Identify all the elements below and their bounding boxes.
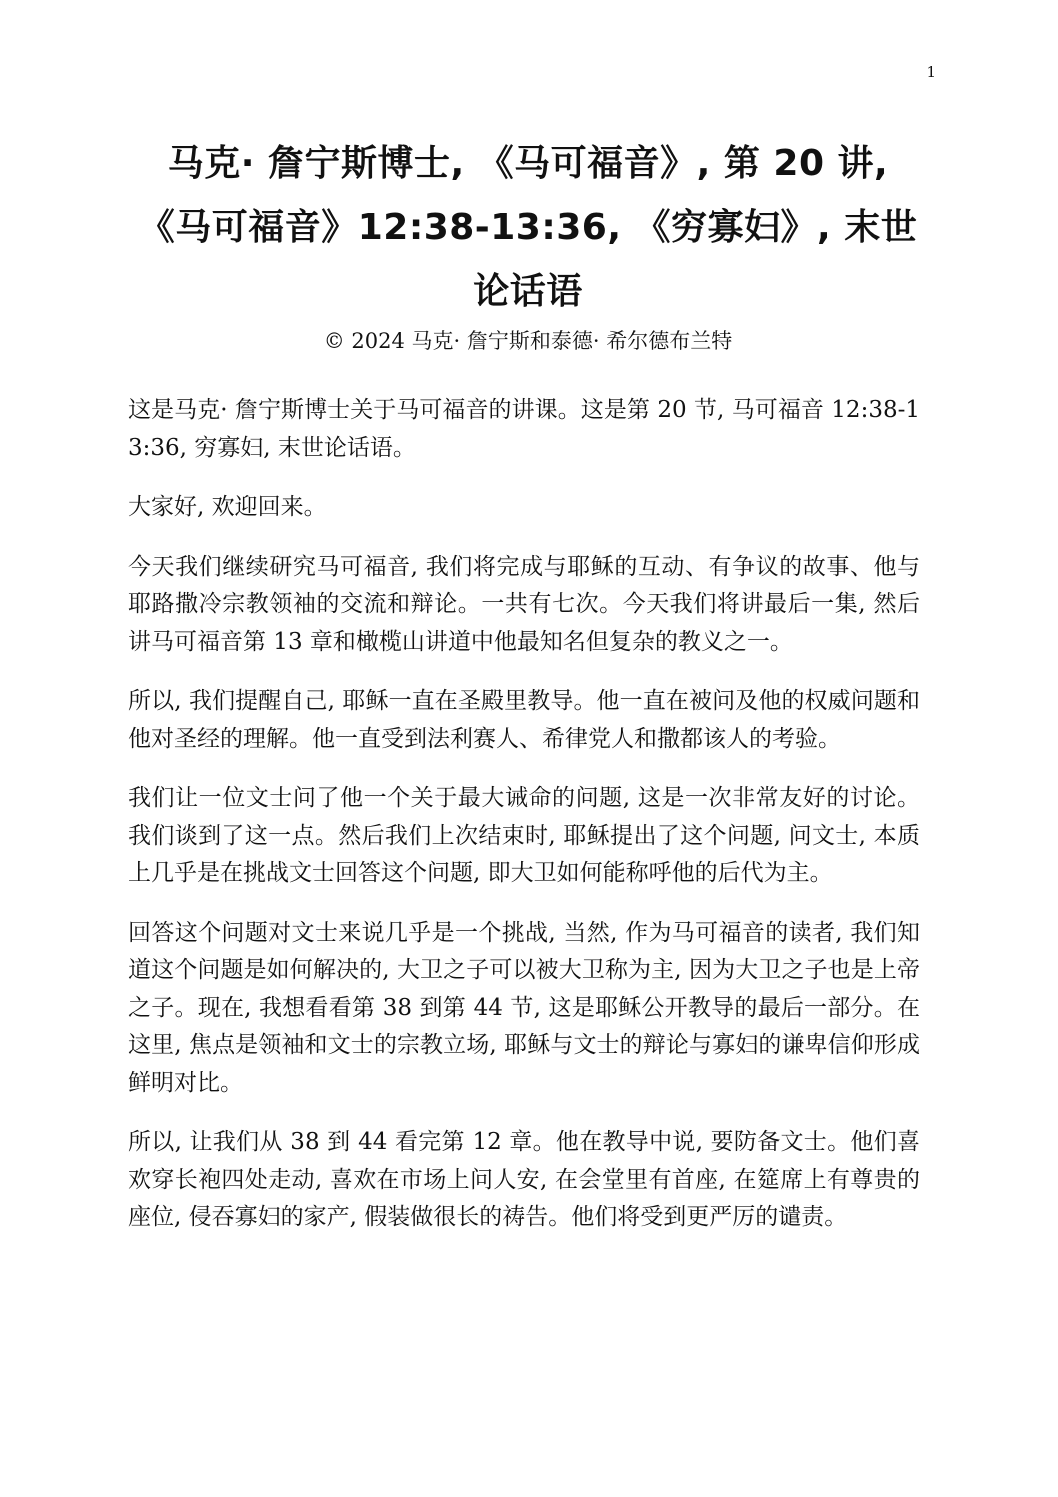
page-number: 1 bbox=[926, 63, 936, 81]
paragraph: 今天我们继续研究马可福音, 我们将完成与耶稣的互动、有争议的故事、他与耶路撒冷宗教领袖的交流和辩论。一共有七次。今天我们将讲最后一集, 然后讲马可福音第 13 章和橄榄山讲道中他最知名但复杂的教义之一。 bbox=[128, 553, 920, 655]
paragraph: 回答这个问题对文士来说几乎是一个挑战, 当然, 作为马可福音的读者, 我们知道这个问题是如何解决的, 大卫之子可以被大卫称为主, 因为大卫之子也是上帝之子。现在, 我想看看第 38 到第 44 节, 这是耶稣公开教导的最后一部分。在这里, 焦点是领袖和文士的宗教立场, 耶稣与文士的辩论与寡妇的谦卑信仰形成鲜明对比。 bbox=[128, 919, 920, 1096]
page-title: 马克· 詹宁斯博士, 《马可福音》, 第 20 讲, 《马可福音》12:38-13:36, 《穷寡妇》, 末世论话语 bbox=[138, 143, 918, 312]
document-body bbox=[128, 392, 920, 1259]
paragraph-intro: 这是马克· 詹宁斯博士关于马可福音的讲课。这是第 20 节, 马可福音 12:38-13:36, 穷寡妇, 末世论话语。 bbox=[128, 397, 920, 461]
paragraph-greeting: 大家好, 欢迎回来。 bbox=[128, 494, 327, 520]
paragraph: 所以, 我们提醒自己, 耶稣一直在圣殿里教导。他一直在被问及他的权威问题和他对圣经的理解。他一直受到法利赛人、希律党人和撒都该人的考验。 bbox=[128, 688, 920, 752]
paragraph: 所以, 让我们从 38 到 44 看完第 12 章。他在教导中说, 要防备文士。他们喜欢穿长袍四处走动, 喜欢在市场上问人安, 在会堂里有首座, 在筵席上有尊贵的座位, 侵吞寡妇的家产, 假装做很长的祷告。他们将受到更严厉的谴责。 bbox=[128, 1129, 920, 1230]
copyright-line: © 2024 马克· 詹宁斯和泰德· 希尔德布兰特 bbox=[323, 329, 733, 353]
paragraph: 我们让一位文士问了他一个关于最大诫命的问题, 这是一次非常友好的讨论。我们谈到了这一点。然后我们上次结束时, 耶稣提出了这个问题, 问文士, 本质上几乎是在挑战文士回答这个问题, 即大卫如何能称呼他的后代为主。 bbox=[128, 785, 920, 886]
